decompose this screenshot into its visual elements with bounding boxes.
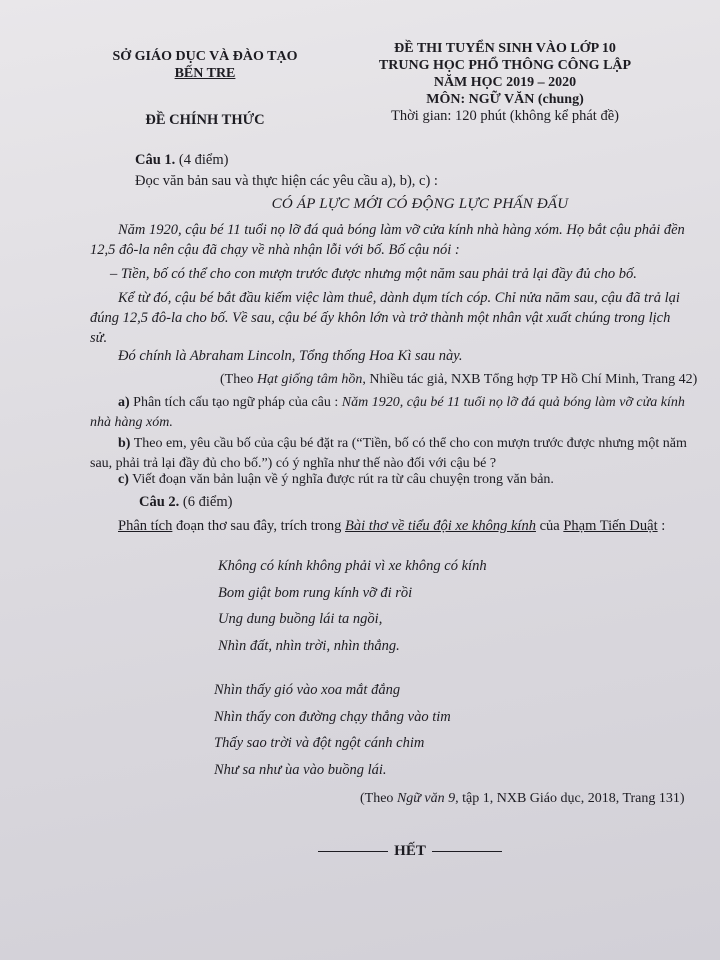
passage-paragraph-4: Đó chính là Abraham Lincoln, Tổng thống Hoa Kì sau này. xyxy=(118,348,463,364)
part-c-label: c) xyxy=(118,472,129,487)
exam-title: ĐỀ THI TUYỂN SINH VÀO LỚP 10 xyxy=(394,41,616,56)
q2-intro-mid: đoạn thơ sau đây, trích trong xyxy=(172,518,346,534)
department-name: SỞ GIÁO DỤC VÀ ĐÀO TẠO xyxy=(112,49,298,64)
official-label: ĐỀ CHÍNH THỨC xyxy=(145,112,265,128)
end-marker xyxy=(305,843,515,860)
q2-heading xyxy=(115,492,700,512)
passage-title: CÓ ÁP LỰC MỚI CÓ ĐỘNG LỰC PHẤN ĐẤU xyxy=(271,196,569,212)
part-a-label: a) xyxy=(118,395,130,410)
poem-line: Nhìn thấy gió vào xoa mắt đắng xyxy=(214,682,401,698)
header-left xyxy=(100,48,310,129)
poem-line: Như sa như ùa vào buồng lái. xyxy=(214,761,387,778)
q1-part-a xyxy=(90,393,690,433)
school-year: NĂM HỌC 2019 – 2020 xyxy=(433,75,577,90)
end-dash-right xyxy=(432,851,502,852)
part-b-text: Theo em, yêu cầu bố của cậu bé đặt ra (“Tiền, bố có thể cho con mượn trước được nhưng một năm sau, phải trả lại đầy đủ cho bố.”) có ý nghĩa như thế nào đối với cậu bé ? xyxy=(90,436,687,471)
q2-intro-of: của xyxy=(535,518,564,534)
poem-title: Bài thơ về tiểu đội xe không kính xyxy=(345,518,536,534)
poem-line: Bom giật bom rung kính vỡ đi rồi xyxy=(218,584,413,601)
header-right xyxy=(355,40,655,125)
subject: MÔN: NGỮ VĂN (chung) xyxy=(426,92,584,107)
q2-verb: Phân tích xyxy=(118,518,173,534)
province-name: BẾN TRE xyxy=(174,66,236,81)
exam-time: Thời gian: 120 phút (không kể phát đề) xyxy=(391,108,619,124)
part-b-label: b) xyxy=(118,436,131,451)
source-prefix: (Theo xyxy=(220,372,257,387)
poem-line: Nhìn đất, nhìn trời, nhìn thẳng. xyxy=(218,637,400,654)
q2-instruction xyxy=(90,516,695,536)
q2-intro-end: : xyxy=(657,518,666,534)
poem-source xyxy=(360,789,705,809)
q1-part-b xyxy=(90,434,690,474)
q2-points: (6 điểm) xyxy=(182,494,233,510)
exam-title-line2: TRUNG HỌC PHỔ THÔNG CÔNG LẬP xyxy=(378,58,632,73)
source-rest: , Nhiều tác giả, NXB Tổng hợp TP Hồ Chí Minh, Trang 42) xyxy=(362,372,698,387)
part-a-quote: Năm 1920, cậu bé 11 tuổi nọ lỡ đá quả bóng làm vỡ cửa kính nhà hàng xóm. xyxy=(90,395,685,430)
q2-label: Câu 2. xyxy=(139,494,180,510)
passage-source xyxy=(220,370,700,390)
passage-paragraph-1: Năm 1920, cậu bé 11 tuổi nọ lỡ đá quả bóng làm vỡ cửa kính nhà hàng xóm. Họ bắt cậu phải đền 12,5 đô-la nên cậu đã chạy về nhà nhận lỗi với bố. Bố cậu nói : xyxy=(90,222,685,258)
poem-line: Ung dung buồng lái ta ngồi, xyxy=(218,611,383,627)
passage-paragraph-2: – Tiền, bố có thể cho con mượn trước được nhưng một năm sau phải trả lại đầy đủ cho bố. xyxy=(110,266,637,282)
q1-instruction: Đọc văn bản sau và thực hiện các yêu cầu a), b), c) : xyxy=(135,173,438,189)
poem-stanza-1 xyxy=(218,553,487,659)
q1-points: (4 điểm) xyxy=(178,152,229,168)
end-dash-left xyxy=(318,851,388,852)
poem-stanza-2 xyxy=(214,677,451,783)
q1-part-c xyxy=(90,470,690,490)
part-c-text: Viết đoạn văn bản luận về ý nghĩa được rút ra từ câu chuyện trong văn bản. xyxy=(132,472,554,487)
end-text: HẾT xyxy=(394,843,426,859)
source-book: Hạt giống tâm hồn xyxy=(256,372,363,387)
q1-label: Câu 1. xyxy=(135,152,176,168)
poem-author: Phạm Tiến Duật xyxy=(563,518,658,534)
poem-line: Không có kính không phải vì xe không có kính xyxy=(218,558,487,574)
poem-line: Thấy sao trời và đột ngột cánh chim xyxy=(214,735,425,751)
q1-heading xyxy=(115,150,700,170)
poem-source-rest: , tập 1, NXB Giáo dục, 2018, Trang 131) xyxy=(455,791,685,806)
poem-line: Nhìn thấy con đường chạy thẳng vào tim xyxy=(214,708,451,725)
part-a-text: Phân tích cấu tạo ngữ pháp của câu : xyxy=(133,395,339,410)
poem-source-prefix: (Theo xyxy=(360,791,397,806)
poem-source-book: Ngữ văn 9 xyxy=(396,791,456,806)
passage-paragraph-3: Kể từ đó, cậu bé bắt đầu kiếm việc làm thuê, dành dụm tích cóp. Chỉ nửa năm sau, cậu đã trả lại đúng 12,5 đô-la cho bố. Về sau, cậu bé ấy khôn lớn và trở thành một nhân vật xuất chúng trong lịch sử. xyxy=(90,290,680,346)
